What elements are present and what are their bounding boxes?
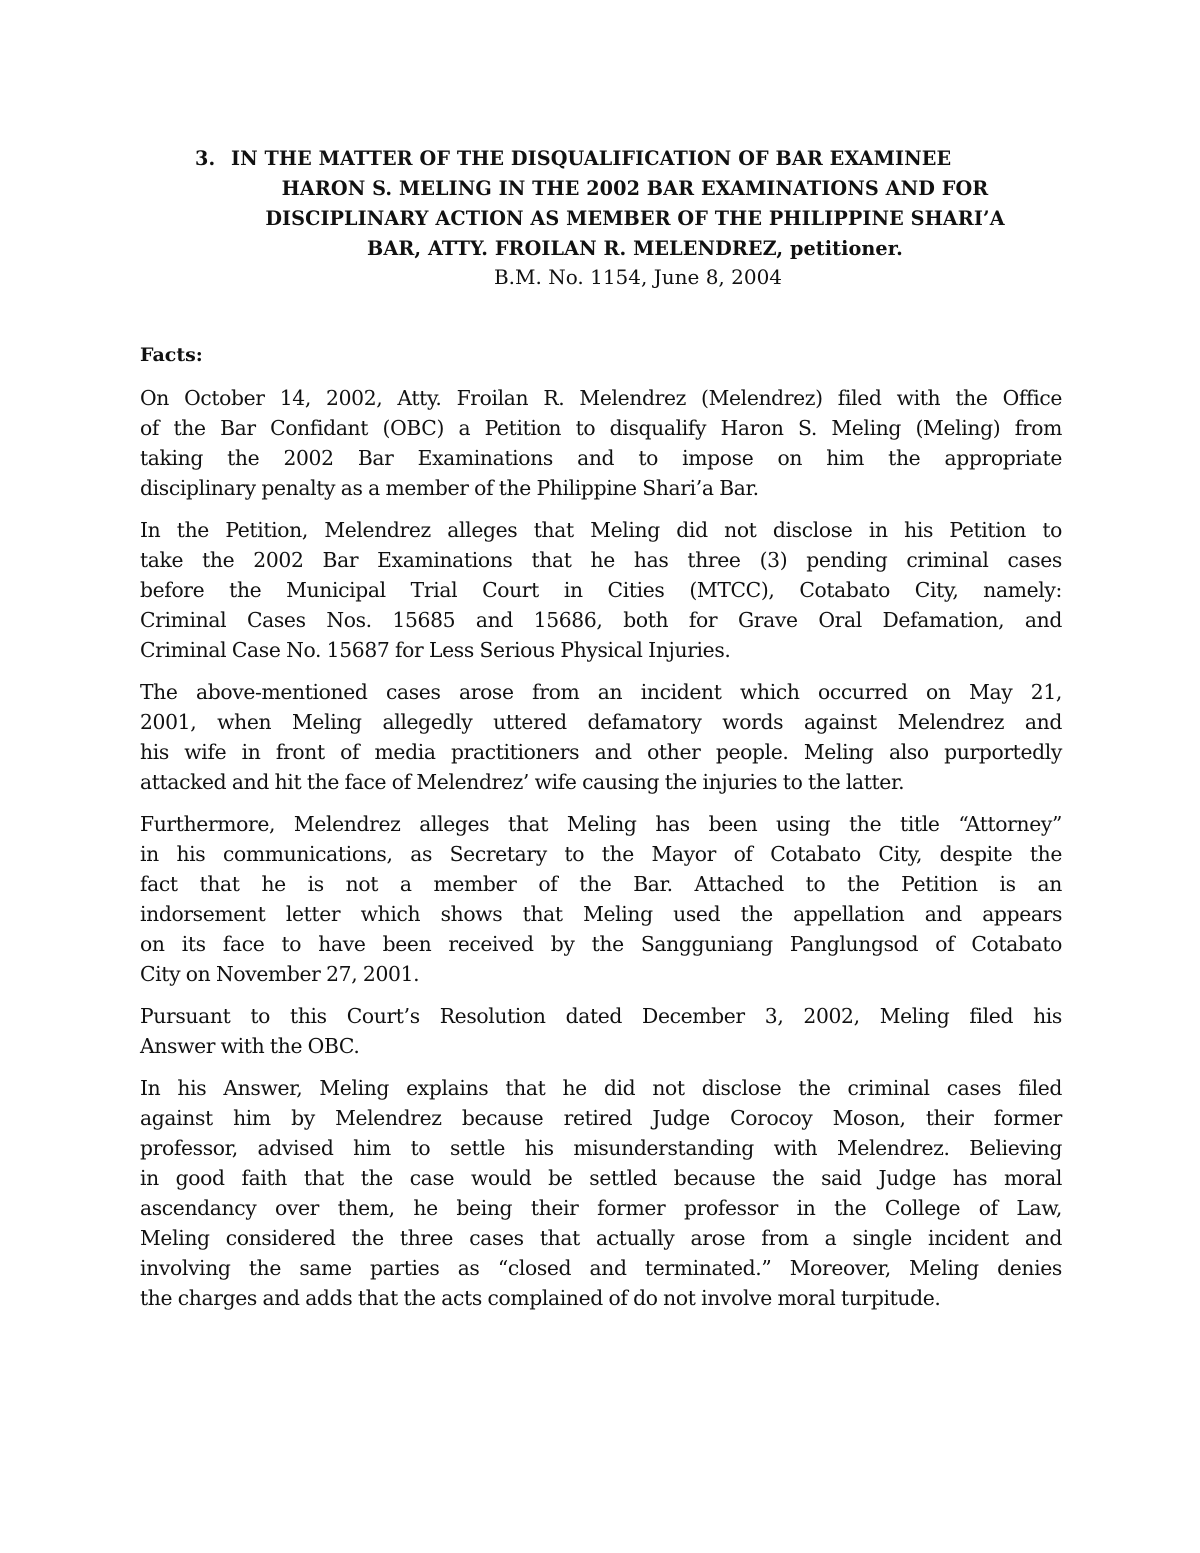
paragraph-line: professor, advised him to settle his misunderstanding with Melendrez. Believing xyxy=(140,1136,1062,1160)
paragraph xyxy=(140,515,1062,665)
paragraph-line: take the 2002 Bar Examinations that he has three (3) pending criminal cases xyxy=(140,548,1062,572)
section-heading-facts: Facts: xyxy=(140,344,203,366)
case-number: 3. xyxy=(195,147,216,170)
case-citation: B.M. No. 1154, June 8, 2004 xyxy=(493,265,783,289)
paragraph-line: Answer with the OBC. xyxy=(140,1034,360,1058)
paragraph-line: fact that he is not a member of the Bar. Attached to the Petition is an xyxy=(140,872,1062,896)
paragraph-line: 2001, when Meling allegedly uttered defamatory words against Melendrez and xyxy=(140,710,1062,734)
case-title xyxy=(195,144,1075,264)
paragraph-line: Pursuant to this Court’s Resolution dated December 3, 2002, Meling filed his xyxy=(140,1004,1062,1028)
paragraph-line: on its face to have been received by the Sangguniang Panglungsod of Cotabato xyxy=(140,932,1062,956)
case-title-line: DISCIPLINARY ACTION AS MEMBER OF THE PHILIPPINE SHARI’A xyxy=(265,207,1005,230)
paragraph-line: involving the same parties as “closed and terminated.” Moreover, Meling denies xyxy=(140,1256,1062,1280)
paragraph-line: before the Municipal Trial Court in Cities (MTCC), Cotabato City, namely: xyxy=(140,578,1062,602)
paragraph xyxy=(140,677,1062,797)
paragraph xyxy=(140,1073,1062,1313)
paragraph-line: against him by Melendrez because retired Judge Corocoy Moson, their former xyxy=(140,1106,1062,1130)
paragraph xyxy=(140,809,1062,989)
paragraph-line: his wife in front of media practitioners and other people. Meling also purportedly xyxy=(140,740,1062,764)
paragraph-line: Meling considered the three cases that actually arose from a single incident and xyxy=(140,1226,1062,1250)
document-body xyxy=(140,383,1062,1325)
paragraph-line: In the Petition, Melendrez alleges that Meling did not disclose in his Petition to xyxy=(140,518,1062,542)
paragraph-line: in his communications, as Secretary to the Mayor of Cotabato City, despite the xyxy=(140,842,1062,866)
paragraph-line: of the Bar Confidant (OBC) a Petition to disqualify Haron S. Meling (Meling) from xyxy=(140,416,1062,440)
paragraph-line: City on November 27, 2001. xyxy=(140,962,420,986)
case-title-text: IN THE MATTER OF THE DISQUALIFICATION OF BAR EXAMINEE xyxy=(231,147,952,170)
case-title-text: BAR, ATTY. FROILAN R. MELENDREZ, xyxy=(367,237,784,260)
paragraph-line: On October 14, 2002, Atty. Froilan R. Melendrez (Melendrez) filed with the Office xyxy=(140,386,1062,410)
case-title-line: HARON S. MELING IN THE 2002 BAR EXAMINATIONS AND FOR xyxy=(281,177,989,200)
paragraph-line: disciplinary penalty as a member of the Philippine Shari’a Bar. xyxy=(140,476,759,500)
paragraph xyxy=(140,383,1062,503)
petitioner-label: petitioner. xyxy=(789,237,903,260)
paragraph xyxy=(140,1001,1062,1061)
paragraph-line: taking the 2002 Bar Examinations and to impose on him the appropriate xyxy=(140,446,1062,470)
paragraph-line: indorsement letter which shows that Meling used the appellation and appears xyxy=(140,902,1062,926)
paragraph-line: The above-mentioned cases arose from an incident which occurred on May 21, xyxy=(140,680,1062,704)
paragraph-line: Furthermore, Melendrez alleges that Meling has been using the title “Attorney” xyxy=(140,812,1062,836)
paragraph-line: ascendancy over them, he being their former professor in the College of Law, xyxy=(140,1196,1062,1220)
paragraph-line: attacked and hit the face of Melendrez’ wife causing the injuries to the latter. xyxy=(140,770,905,794)
case-title-line xyxy=(195,234,1075,264)
paragraph-line: In his Answer, Meling explains that he did not disclose the criminal cases filed xyxy=(140,1076,1062,1100)
case-title-line xyxy=(195,144,1075,174)
paragraph-line: in good faith that the case would be settled because the said Judge has moral xyxy=(140,1166,1062,1190)
paragraph-line: Criminal Case No. 15687 for Less Serious Physical Injuries. xyxy=(140,638,731,662)
paragraph-line: the charges and adds that the acts complained of do not involve moral turpitude. xyxy=(140,1286,941,1310)
paragraph-line: Criminal Cases Nos. 15685 and 15686, both for Grave Oral Defamation, and xyxy=(140,608,1062,632)
